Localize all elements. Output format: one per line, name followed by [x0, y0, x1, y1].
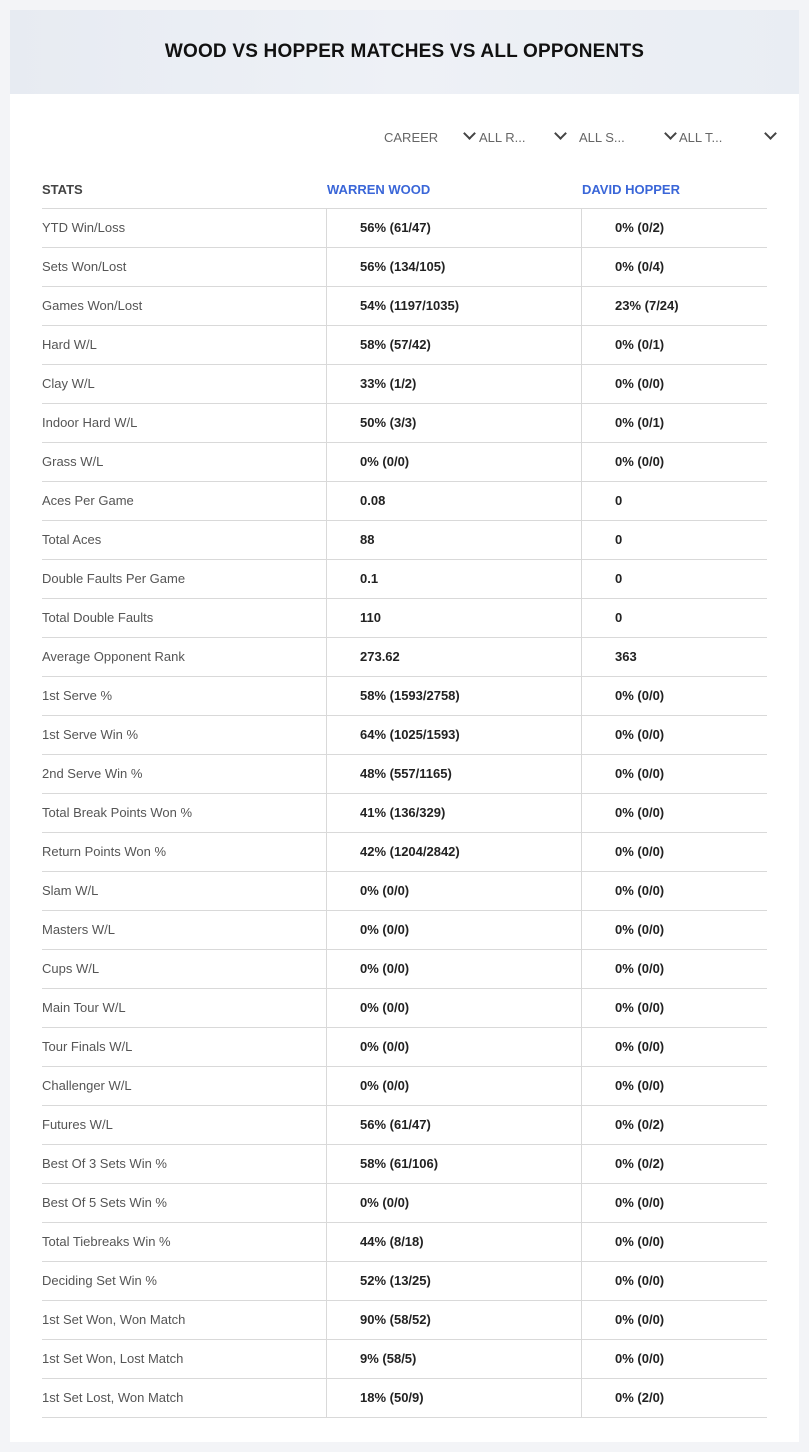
round-filter-value: ALL R... [479, 129, 526, 145]
stats-column-header: STATS [42, 181, 83, 197]
stat-label: Hard W/L [42, 337, 97, 352]
table-row [42, 1145, 767, 1184]
table-row [42, 911, 767, 950]
stat-label: Deciding Set Win % [42, 1273, 157, 1288]
stat-label: Futures W/L [42, 1117, 113, 1132]
player1-value: 0% (0/0) [326, 1067, 581, 1105]
player2-value: 0% (0/0) [581, 365, 767, 403]
player1-value: 56% (134/105) [326, 248, 581, 286]
stat-label: Tour Finals W/L [42, 1039, 133, 1054]
table-row [42, 950, 767, 989]
table-row [42, 248, 767, 287]
chevron-down-icon [664, 127, 677, 140]
player2-value: 0% (0/0) [581, 872, 767, 910]
player2-value: 0% (2/0) [581, 1379, 767, 1417]
player1-value: 56% (61/47) [326, 209, 581, 247]
surface-filter-value: ALL S... [579, 129, 625, 145]
player2-value: 0 [581, 521, 767, 559]
page-header [10, 10, 799, 94]
table-row [42, 989, 767, 1028]
stat-label: Total Break Points Won % [42, 805, 193, 820]
stat-label: Best Of 5 Sets Win % [42, 1195, 167, 1210]
player1-value: 44% (8/18) [326, 1223, 581, 1261]
table-row [42, 833, 767, 872]
table-row [42, 1301, 767, 1340]
player2-value: 0% (0/2) [581, 209, 767, 247]
chevron-down-icon [764, 127, 777, 140]
table-row [42, 716, 767, 755]
player1-value: 0% (0/0) [326, 950, 581, 988]
period-filter-value: CAREER [384, 129, 439, 145]
table-row [42, 1379, 767, 1418]
stat-label: 1st Set Won, Won Match [42, 1312, 186, 1327]
player2-value: 363 [581, 638, 767, 676]
player2-value: 0% (0/2) [581, 1145, 767, 1183]
player2-value: 0% (0/0) [581, 833, 767, 871]
player2-value: 0 [581, 599, 767, 637]
player2-value: 0% (0/1) [581, 404, 767, 442]
player2-value: 0% (0/0) [581, 1301, 767, 1339]
table-row [42, 521, 767, 560]
stat-label: Games Won/Lost [42, 298, 143, 313]
stat-label: Total Tiebreaks Win % [42, 1234, 171, 1249]
period-filter[interactable] [384, 126, 474, 148]
player1-value: 58% (57/42) [326, 326, 581, 364]
player1-value: 64% (1025/1593) [326, 716, 581, 754]
stat-label: Grass W/L [42, 454, 104, 469]
table-header [42, 170, 767, 209]
player2-value: 0% (0/0) [581, 677, 767, 715]
stat-label: YTD Win/Loss [42, 220, 126, 235]
filter-bar [380, 126, 770, 148]
player2-value: 0 [581, 482, 767, 520]
table-row [42, 209, 767, 248]
table-row [42, 1262, 767, 1301]
tournament-filter-value: ALL T... [679, 129, 723, 145]
stat-label: Indoor Hard W/L [42, 415, 138, 430]
stat-label: Cups W/L [42, 961, 100, 976]
player2-value: 0% (0/4) [581, 248, 767, 286]
table-row [42, 326, 767, 365]
stat-label: Slam W/L [42, 883, 99, 898]
stat-label: Average Opponent Rank [42, 649, 185, 664]
player1-value: 0% (0/0) [326, 1028, 581, 1066]
stat-label: Best Of 3 Sets Win % [42, 1156, 167, 1171]
table-row [42, 404, 767, 443]
player1-value: 42% (1204/2842) [326, 833, 581, 871]
player1-value: 0% (0/0) [326, 872, 581, 910]
player2-value: 23% (7/24) [581, 287, 767, 325]
player1-value: 0% (0/0) [326, 443, 581, 481]
table-row [42, 794, 767, 833]
stat-label: 1st Set Lost, Won Match [42, 1390, 184, 1405]
player2-value: 0% (0/1) [581, 326, 767, 364]
player1-value: 0% (0/0) [326, 989, 581, 1027]
table-row [42, 1184, 767, 1223]
player2-link[interactable]: DAVID HOPPER [582, 181, 680, 197]
player1-value: 41% (136/329) [326, 794, 581, 832]
player2-value: 0% (0/0) [581, 1028, 767, 1066]
table-row [42, 599, 767, 638]
stat-label: Main Tour W/L [42, 1000, 126, 1015]
stat-label: 2nd Serve Win % [42, 766, 143, 781]
player1-value: 58% (61/106) [326, 1145, 581, 1183]
stat-label: Total Aces [42, 532, 102, 547]
player1-value: 48% (557/1165) [326, 755, 581, 793]
chevron-down-icon [554, 127, 567, 140]
stat-label: 1st Serve % [42, 688, 113, 703]
chevron-down-icon [463, 127, 476, 140]
player2-value: 0% (0/0) [581, 911, 767, 949]
stat-label: Challenger W/L [42, 1078, 132, 1093]
player2-value: 0 [581, 560, 767, 598]
tournament-filter[interactable] [679, 126, 775, 148]
table-body [42, 209, 767, 1418]
stat-label: 1st Serve Win % [42, 727, 139, 742]
player1-value: 50% (3/3) [326, 404, 581, 442]
table-row [42, 755, 767, 794]
table-row [42, 1223, 767, 1262]
player1-value: 18% (50/9) [326, 1379, 581, 1417]
player1-value: 110 [326, 599, 581, 637]
player1-link[interactable]: WARREN WOOD [327, 181, 431, 197]
stat-label: Return Points Won % [42, 844, 167, 859]
table-row [42, 638, 767, 677]
player2-value: 0% (0/0) [581, 443, 767, 481]
player2-value: 0% (0/0) [581, 716, 767, 754]
player2-value: 0% (0/0) [581, 1067, 767, 1105]
player1-value: 0% (0/0) [326, 1184, 581, 1222]
table-row [42, 443, 767, 482]
player2-value: 0% (0/0) [581, 1184, 767, 1222]
player1-value: 33% (1/2) [326, 365, 581, 403]
table-row [42, 482, 767, 521]
round-filter[interactable] [479, 126, 565, 148]
stat-label: Total Double Faults [42, 610, 154, 625]
player2-value: 0% (0/0) [581, 1262, 767, 1300]
player1-value: 0.1 [326, 560, 581, 598]
stats-table [42, 170, 767, 1418]
player1-value: 88 [326, 521, 581, 559]
player1-value: 0% (0/0) [326, 911, 581, 949]
table-row [42, 1028, 767, 1067]
table-row [42, 1106, 767, 1145]
player1-value: 58% (1593/2758) [326, 677, 581, 715]
player1-value: 52% (13/25) [326, 1262, 581, 1300]
player1-value: 54% (1197/1035) [326, 287, 581, 325]
player1-value: 90% (58/52) [326, 1301, 581, 1339]
table-row [42, 287, 767, 326]
player2-value: 0% (0/2) [581, 1106, 767, 1144]
player2-value: 0% (0/0) [581, 1340, 767, 1378]
player1-value: 9% (58/5) [326, 1340, 581, 1378]
player1-value: 0.08 [326, 482, 581, 520]
player1-value: 273.62 [326, 638, 581, 676]
table-row [42, 1067, 767, 1106]
player2-value: 0% (0/0) [581, 989, 767, 1027]
stats-card [10, 10, 799, 1442]
stat-label: Masters W/L [42, 922, 115, 937]
stat-label: 1st Set Won, Lost Match [42, 1351, 184, 1366]
table-row [42, 1340, 767, 1379]
table-row [42, 872, 767, 911]
player2-value: 0% (0/0) [581, 794, 767, 832]
surface-filter[interactable] [579, 126, 675, 148]
stat-label: Clay W/L [42, 376, 95, 391]
table-row [42, 365, 767, 404]
player2-value: 0% (0/0) [581, 755, 767, 793]
table-row [42, 677, 767, 716]
player1-value: 56% (61/47) [326, 1106, 581, 1144]
page-title: WOOD VS HOPPER MATCHES VS ALL OPPONENTS [164, 41, 645, 62]
stat-label: Double Faults Per Game [42, 571, 186, 586]
table-row [42, 560, 767, 599]
player2-value: 0% (0/0) [581, 950, 767, 988]
player2-value: 0% (0/0) [581, 1223, 767, 1261]
stat-label: Aces Per Game [42, 493, 134, 508]
stat-label: Sets Won/Lost [42, 259, 127, 274]
